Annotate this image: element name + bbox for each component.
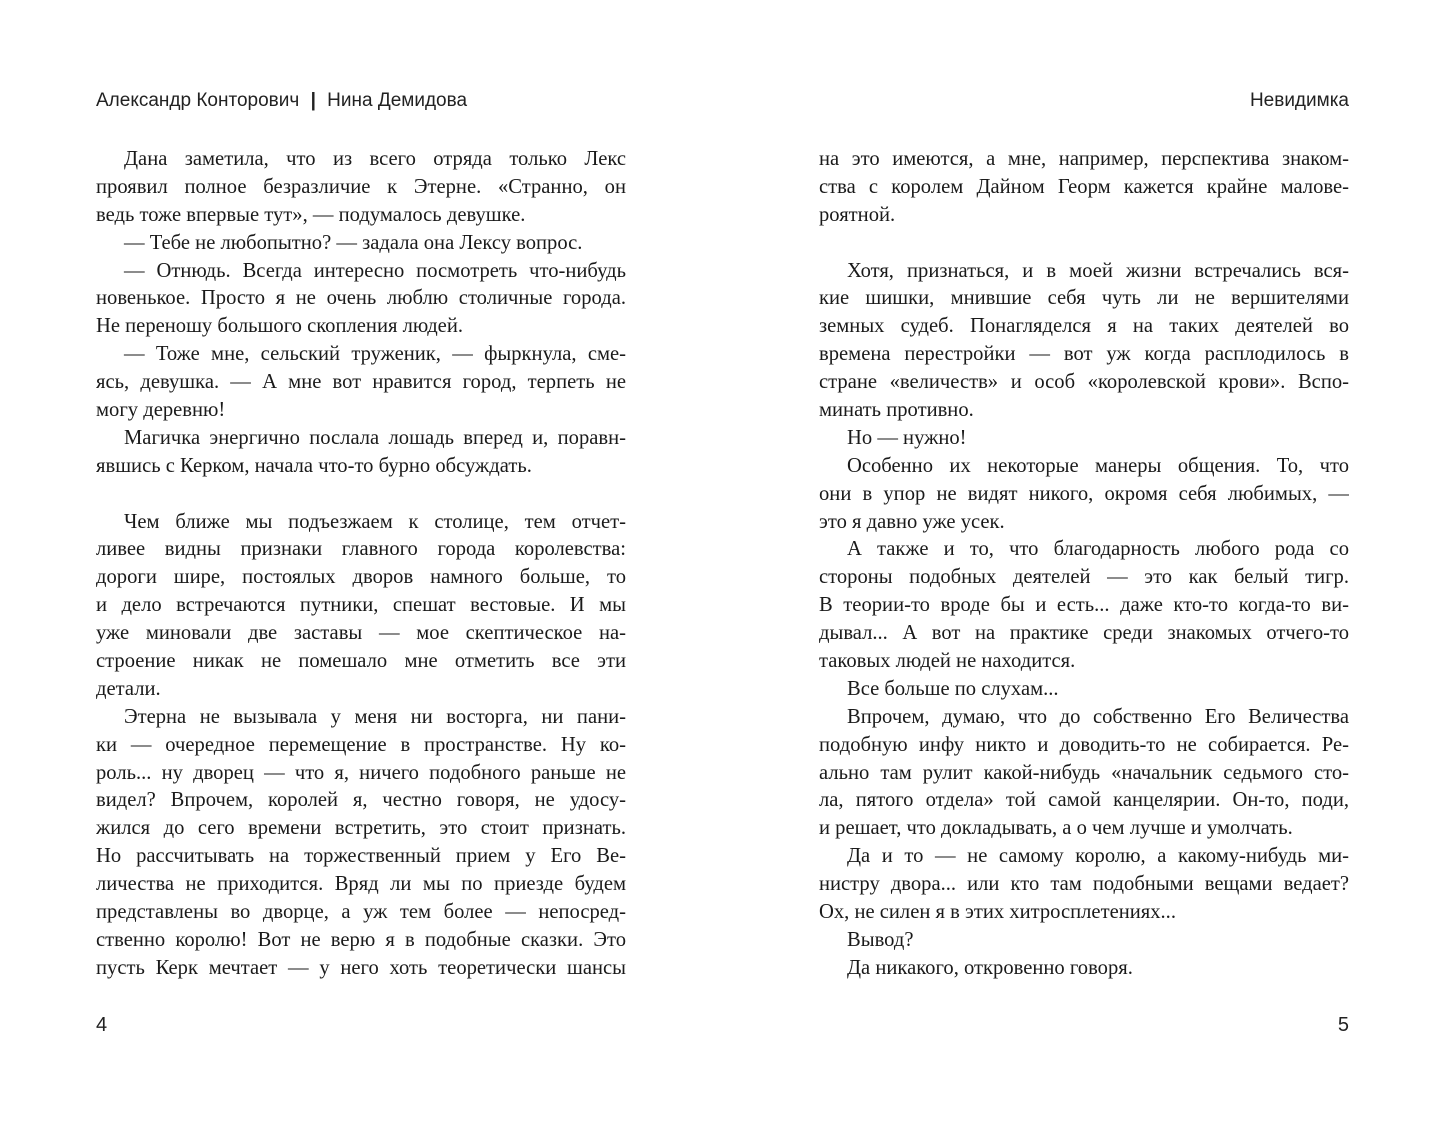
text-line: и дело встречаются путники, спешат вестовые. И мы — [96, 594, 626, 617]
text-line: личества не приходится. Вряд ли мы по приезде будем — [96, 873, 626, 896]
text-line: дороги шире, постоялых дворов намного больше, то — [96, 566, 626, 589]
text-line: могу деревню! — [96, 399, 226, 422]
right-page-number: 5 — [1337, 1014, 1349, 1036]
left-page-number: 4 — [96, 1014, 108, 1036]
text-line: А также и то, что благодарность любого рода со — [847, 538, 1349, 561]
text-line: Хотя, признаться, и в моей жизни встречались вся- — [847, 259, 1349, 282]
right-page-text — [819, 146, 1349, 983]
text-line: В теории-то вроде бы и есть... даже кто-то когда-то ви- — [819, 594, 1349, 617]
text-line: Магичка энергично послала лошадь вперед и, поравн- — [124, 426, 626, 449]
text-line: — Отнюдь. Всегда интересно посмотреть что-нибудь — [124, 259, 626, 282]
text-line: Да никакого, откровенно говоря. — [847, 956, 1133, 979]
text-line: новенькое. Просто я не очень люблю столичные города. — [96, 287, 626, 310]
text-line: строение никак не помешало мне отметить все эти — [96, 650, 626, 673]
text-line: ведь тоже впервые тут», — подумалось девушке. — [96, 203, 526, 226]
text-line: Впрочем, думаю, что до собственно Его Величества — [847, 705, 1349, 728]
text-line: таковых людей не находится. — [819, 650, 1076, 673]
text-line: стороны подобных деятелей — это как белый тигр. — [819, 566, 1349, 589]
text-line: ла, пятого отдела» той самой канцелярии. Он-то, поди, — [819, 789, 1349, 812]
text-line: уже миновали две заставы — мое скептическое на- — [96, 622, 626, 645]
text-line: проявил полное безразличие к Этерне. «Странно, он — [96, 175, 626, 198]
text-line: явшись с Керком, начала что-то бурно обсуждать. — [96, 454, 532, 477]
text-line: видел? Впрочем, королей я, честно говоря, не удосу- — [96, 789, 626, 812]
text-line: ки — очередное перемещение в пространстве. Ну ко- — [96, 733, 626, 756]
text-line: — Тоже мне, сельский труженик, — фыркнула, сме- — [124, 343, 626, 366]
text-line: Вывод? — [847, 928, 914, 951]
text-line: кие шишки, мнившие себя чуть ли не вершителями — [819, 287, 1349, 310]
text-line: подобную инфу никто и доводить-то не собирается. Ре- — [819, 733, 1349, 756]
text-line: времена перестройки — вот уж когда расплодилось в — [819, 343, 1349, 366]
text-line: представлены во дворце, а уж тем более — непосред- — [96, 901, 626, 924]
text-line: детали. — [96, 677, 161, 700]
text-line: ально там рулит какой-нибудь «начальник седьмого сто- — [819, 761, 1349, 784]
text-line: на это имеются, а мне, например, перспектива знаком- — [819, 148, 1349, 170]
author-name-a: Александр Конторович — [96, 90, 300, 111]
text-line: нистру двора... или кто там подобными вещами ведает? — [819, 873, 1349, 896]
text-line: жился до сего времени встретить, это стоит признать. — [96, 817, 626, 840]
text-line: Да и то — не самому королю, а какому-нибудь ми- — [847, 845, 1349, 868]
text-line: пусть Керк мечтает — у него хоть теоретически шансы — [96, 956, 626, 979]
text-line: земных судеб. Понагляделся я на таких деятелей во — [819, 315, 1349, 338]
text-line: это я давно уже усек. — [819, 510, 1005, 533]
text-line: Чем ближе мы подъезжаем к столице, тем отчет- — [124, 510, 626, 533]
text-line: они в упор не видят никого, окромя себя любимых, — — [819, 482, 1349, 505]
text-line: дывал... А вот на практике среди знакомых отчего-то — [819, 622, 1349, 645]
text-line: Ох, не силен я в этих хитросплетениях... — [819, 901, 1176, 924]
text-line: Но — нужно! — [847, 426, 967, 449]
text-line: роятной. — [819, 203, 896, 226]
left-page-text — [96, 146, 626, 983]
text-line: Все больше по слухам... — [847, 677, 1059, 700]
text-line: Этерна не вызывала у меня ни восторга, ни пани- — [124, 705, 626, 728]
text-line — [96, 481, 626, 509]
text-line: Особенно их некоторые манеры общения. То, что — [847, 454, 1349, 477]
text-line: Не переношу большого скопления людей. — [96, 315, 463, 338]
text-line: ливее видны признаки главного города королевства: — [96, 538, 626, 561]
text-line: Дана заметила, что из всего отряда только Лекс — [124, 148, 626, 170]
text-line: Но рассчитывать на торжественный прием у Его Ве- — [96, 845, 626, 868]
text-line: ственно королю! Вот не верю я в подобные сказки. Это — [96, 928, 626, 951]
text-line: — Тебе не любопытно? — задала она Лексу вопрос. — [124, 231, 583, 254]
text-line: минать противно. — [819, 399, 974, 422]
text-line — [819, 230, 1349, 258]
text-line: и решает, что докладывать, а о чем лучше и умолчать. — [819, 817, 1293, 840]
author-name-b: Нина Демидова — [327, 90, 468, 111]
author-separator: | — [310, 90, 316, 111]
left-running-head — [96, 90, 467, 112]
text-line: стране «величеств» и особ «королевской крови». Вспо- — [819, 371, 1349, 394]
text-line: роль... ну дворец — что я, ничего подобного раньше не — [96, 761, 626, 784]
text-line: ства с королем Дайном Георм кажется крайне малове- — [819, 175, 1349, 198]
text-line: ясь, девушка. — А мне вот нравится город, терпеть не — [96, 371, 626, 394]
right-running-head: Невидимка — [1249, 90, 1349, 111]
